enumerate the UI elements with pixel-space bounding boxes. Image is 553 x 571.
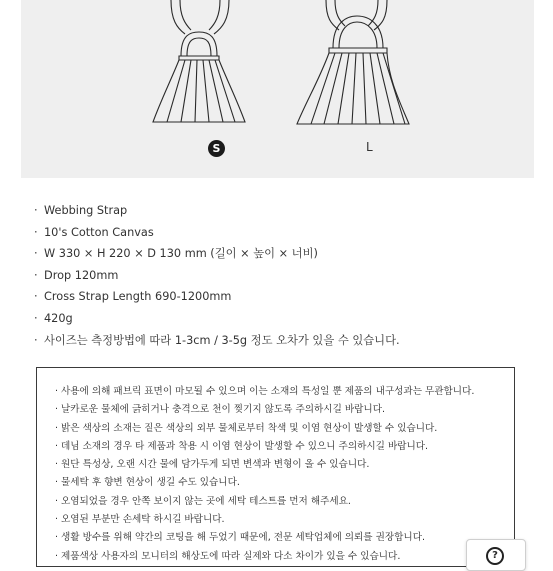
spec-list bbox=[34, 200, 400, 351]
notice-item: · 생활 방수를 위해 약간의 코팅을 해 두었기 때문에, 전문 세탁업체에 의뢰를 권장합니다. bbox=[55, 532, 426, 544]
notice-item: · 밝은 색상의 소재는 짙은 색상의 외부 물체로부터 착색 및 이염 현상이 발생할 수 있습니다. bbox=[55, 422, 438, 434]
notice-item: · 오염되었을 경우 안쪽 보이지 않는 곳에 세탁 테스트를 먼저 해주세요. bbox=[55, 495, 351, 507]
notice-item: · 사용에 의해 패브릭 표면이 마모될 수 있으며 이는 소재의 특성일 뿐 제품의 내구성과는 무관합니다. bbox=[55, 386, 475, 397]
spec-item: · 420g bbox=[34, 311, 73, 325]
notice-item: · 제품색상 사용자의 모니터의 해상도에 따라 실제와 다소 차이가 있을 수 있습니다. bbox=[55, 550, 401, 562]
size-large-label: L bbox=[366, 140, 373, 154]
care-notice-box bbox=[36, 367, 515, 567]
spec-item: · Webbing Strap bbox=[34, 204, 128, 217]
spec-item: · 10's Cotton Canvas bbox=[34, 225, 154, 239]
notice-item: · 날카로운 물체에 긁히거나 충격으로 천이 찢기지 않도록 주의하시길 바랍니다. bbox=[55, 404, 386, 416]
notice-item: · 데님 소재의 경우 타 제품과 착용 시 이염 현상이 발생할 수 있으니 주의하시길 바랍니다. bbox=[55, 440, 429, 452]
spec-item: · Cross Strap Length 690-1200mm bbox=[34, 290, 232, 304]
help-button[interactable] bbox=[466, 539, 526, 571]
product-size-illustration bbox=[21, 0, 534, 178]
bag-line-drawing bbox=[21, 0, 534, 178]
spec-item: · Drop 120mm bbox=[34, 268, 119, 282]
spec-item: · W 330 × H 220 × D 130 mm (길이 × 높이 × 너비) bbox=[34, 247, 318, 261]
notice-item: · 물세탁 후 향변 현상이 생길 수도 있습니다. bbox=[55, 477, 240, 489]
notice-item: · 오염된 부분만 손세탁 하시길 바랍니다. bbox=[55, 514, 225, 526]
spec-item: · 사이즈는 측정방법에 따라 1-3cm / 3-5g 정도 오차가 있을 수 있습니다. bbox=[34, 333, 400, 347]
size-small-badge: S bbox=[208, 140, 225, 157]
question-icon: ? bbox=[486, 547, 504, 565]
notice-item: · 원단 특성상, 오랜 시간 물에 담가두게 되면 변색과 변형이 올 수 있습니다. bbox=[55, 459, 370, 471]
